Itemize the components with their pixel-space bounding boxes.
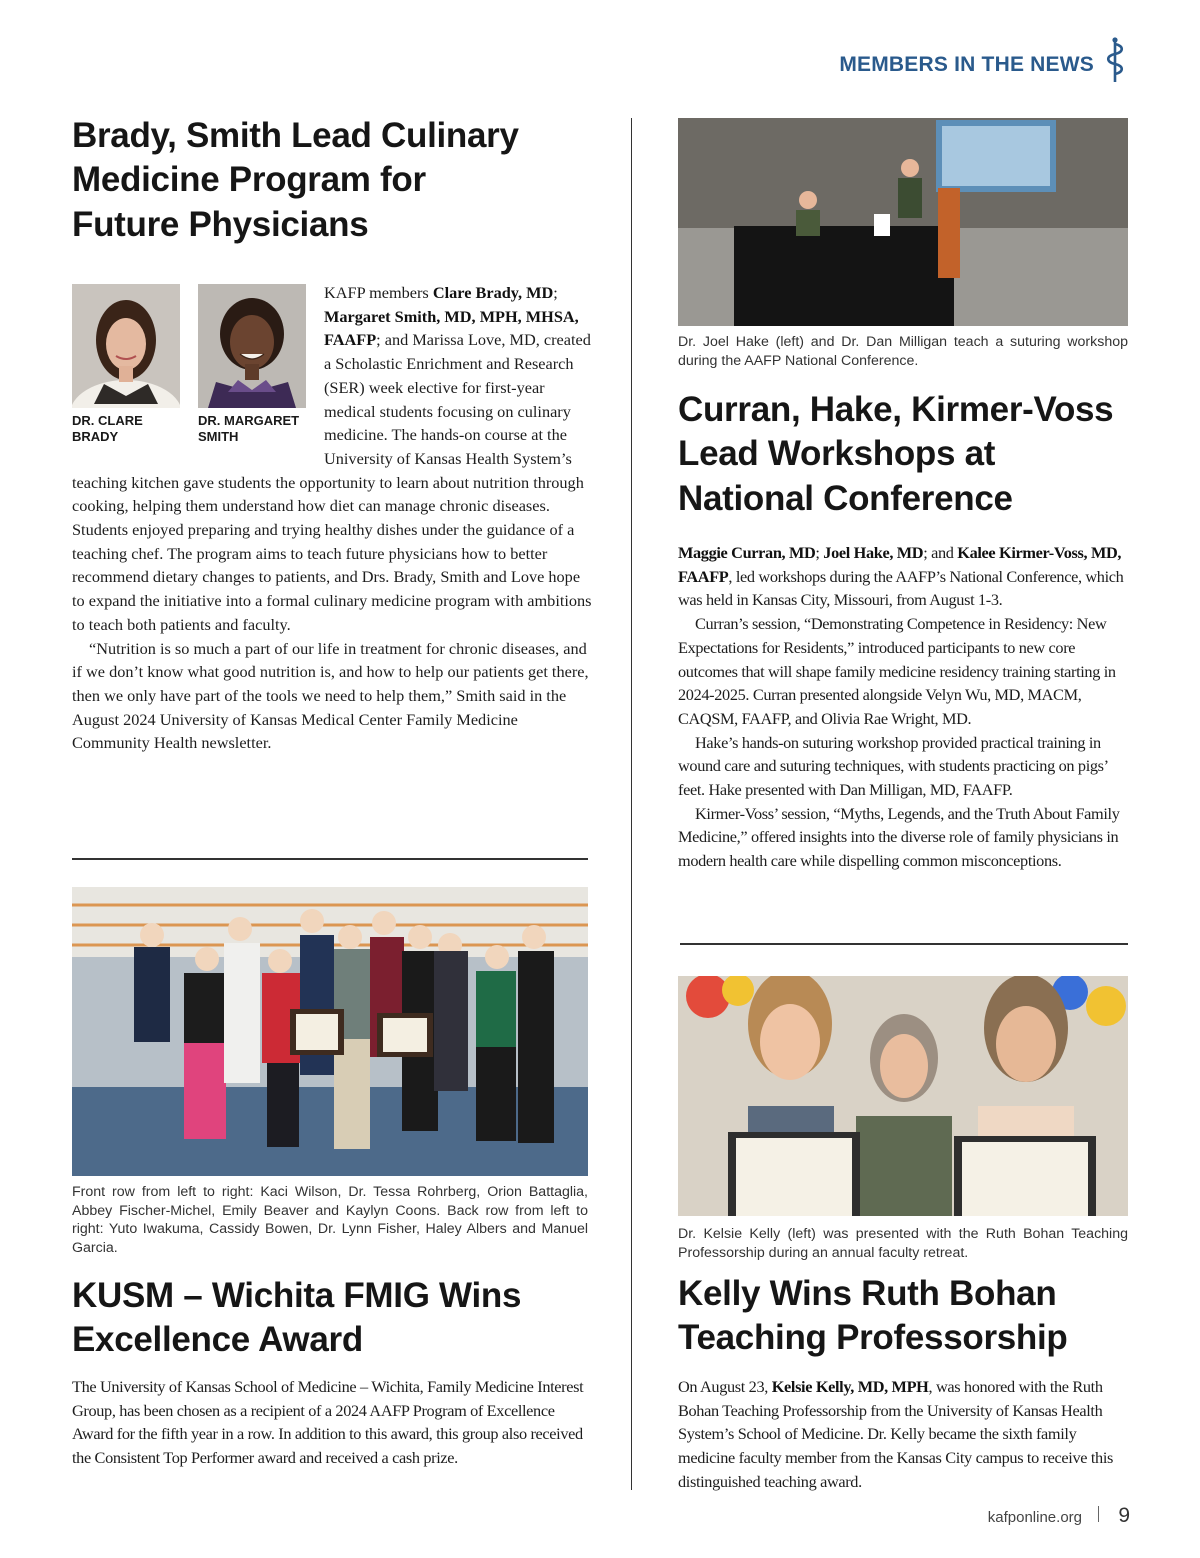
article1-paragraph-2: “Nutrition is so much a part of our life in treatment for chronic diseases, and if we don’t know what good nutrition is, and how to help our patients get there, then we only have part of the tools we need to help them,” Smith said in the August 2024 University of Kansas Medical Center Family Medicine Community Health newsletter. (72, 638, 589, 753)
article3-body (72, 1375, 586, 1470)
headshot-float-spacer (72, 281, 324, 468)
headshot-name-clare-brady: DR. CLARE BRADY (72, 413, 143, 444)
article2-title: Curran, Hake, Kirmer-Voss Lead Workshops at National Conference (678, 390, 1114, 518)
suturing-photo-caption: Dr. Joel Hake (left) and Dr. Dan Milligan teach a suturing workshop during the AAFP National Conference. (678, 334, 1128, 369)
article4-title: Kelly Wins Ruth Bohan Teaching Professorship (678, 1274, 1068, 1358)
footer-separator (1098, 1506, 1099, 1522)
fmig-photo-caption: Front row from left to right: Kaci Wilson, Dr. Tessa Rohrberg, Orion Battaglia, Abbey Fischer-Michel, Emily Beaver and Kaylyn Coons. Back row from left to right: Yuto Iwakuma, Cassidy Bowen, Dr. Lynn Fisher, Haley Albers and Manuel Garcia. (72, 1184, 588, 1256)
headshot-name-margaret-smith: DR. MARGARET SMITH (198, 413, 300, 444)
article4-paragraph: On August 23, Kelsie Kelly, MD, MPH, was honored with the Ruth Bohan Teaching Professorship from the University of Kansas Health System’s School of Medicine. Dr. Kelly became the sixth family medicine faculty member from the Kansas City campus to receive this distinguished teaching award. (678, 1377, 1113, 1491)
kelly-award-photo (678, 976, 1128, 1216)
article3-title: KUSM – Wichita FMIG Wins Excellence Award (72, 1276, 522, 1360)
article2-body (678, 541, 1130, 873)
section-header (839, 48, 1128, 82)
article2-paragraph-2: Curran’s session, “Demonstrating Competence in Residency: New Expectations for Residents,” introduced participants to new core outcomes that will shape family medicine residency training starting in 2024-2025. Curran presented alongside Velyn Wu, MD, MACM, CAQSM, FAAFP, and Olivia Rae Wright, MD. (678, 614, 1116, 728)
fmig-group-photo (72, 887, 588, 1176)
article2-paragraph-4: Kirmer-Voss’ session, “Myths, Legends, and the Truth About Family Medicine,” offered insights into the diverse role of family physicians in modern health care while dispelling common misconceptions. (678, 803, 1120, 871)
article2-paragraph-3: Hake’s hands-on suturing workshop provided practical training in wound care and suturing techniques, with students practicing on pigs’ feet. Hake presented with Dan Milligan, MD, FAAFP. (678, 732, 1108, 800)
suturing-workshop-photo (678, 118, 1128, 326)
article1-paragraph-1: KAFP members Clare Brady, MD; Margaret Smith, MD, MPH, MHSA, FAAFP; and Marissa Love, MD, created a Scholastic Enrichment and Research (SER) week elective for first-year medical students focusing on culinary medicine. The hands-on course at the University of Kansas Health System’s teaching kitchen gave students the opportunity to learn about nutrition through cooking, helping them understand how diet can manage chronic diseases. Students enjoyed preparing and trying healthy dishes under the guidance of a teaching chef. The program aims to teach future physicians how to better recommend dietary changes to patients, and Drs. Brady, Smith and Love hope to expand the initiative into a formal culinary medicine program with ambitions to teach both patients and faculty. (72, 283, 592, 634)
caduceus-icon (1102, 36, 1128, 82)
article2-bottom-rule (680, 943, 1128, 945)
kelly-photo-caption: Dr. Kelsie Kelly (left) was presented with the Ruth Bohan Teaching Professorship during an annual faculty retreat. (678, 1226, 1128, 1261)
article4-body (678, 1375, 1128, 1494)
section-label: MEMBERS IN THE NEWS (839, 53, 1094, 76)
footer-website: kafponline.org (987, 1509, 1082, 1526)
article1-bottom-rule (72, 858, 588, 860)
column-divider (631, 118, 632, 1490)
article3-paragraph: The University of Kansas School of Medicine – Wichita, Family Medicine Interest Group, has been chosen as a recipient of a 2024 AAFP Program of Excellence Award for the fifth year in a row. In addition to this award, this group also received the Consistent Top Performer award and received a cash prize. (72, 1377, 584, 1468)
article1-title: Brady, Smith Lead Culinary Medicine Program for Future Physicians (72, 116, 519, 244)
article1-body (72, 281, 592, 755)
article2-paragraph-1: Maggie Curran, MD; Joel Hake, MD; and Kalee Kirmer-Voss, MD, FAAFP, led workshops during the AAFP’s National Conference, which was held in Kansas City, Missouri, from August 1-3. (678, 543, 1124, 610)
page-number: 9 (1118, 1504, 1130, 1527)
